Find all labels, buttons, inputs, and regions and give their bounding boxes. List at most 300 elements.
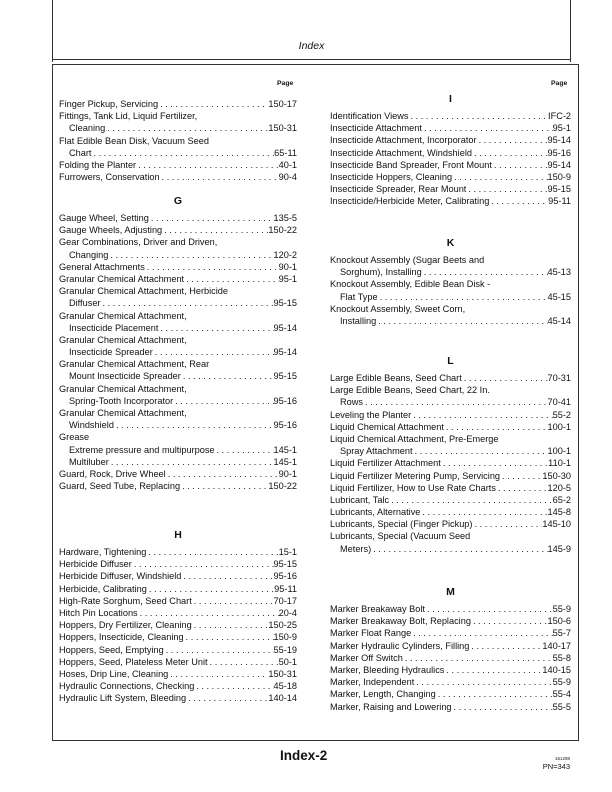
entry-text: Installing: [340, 315, 377, 326]
index-entry: [330, 110, 571, 122]
entry-text: Spray Attachment: [340, 446, 413, 457]
index-entry: [59, 395, 297, 407]
entry-text: Insecticide Placement: [69, 322, 159, 333]
dot-leader: [363, 396, 548, 408]
entry-page-number: 95-11: [274, 583, 297, 594]
entry-text: Hitch Pin Locations: [59, 607, 138, 618]
entry-page-number: 140-17: [542, 640, 571, 651]
index-entry: [59, 607, 297, 619]
entry-page-number: 150-9: [273, 632, 297, 643]
index-section: [59, 98, 297, 183]
entry-text: Marker Hydraulic Cylinders, Filling: [330, 640, 470, 651]
entry-text: Hoppers, Dry Fertilizer, Cleaning: [59, 620, 192, 631]
entry-page-number: 150-25: [268, 620, 297, 631]
entry-page-number: 55-5: [552, 701, 571, 712]
index-entry: [59, 212, 297, 224]
dot-leader: [149, 212, 274, 224]
entry-page-number: 95-15: [273, 559, 297, 570]
index-entry: [59, 334, 297, 346]
entry-text: Liquid Chemical Attachment: [330, 421, 444, 432]
entry-text: Fittings, Tank Lid, Liquid Fertilizer,: [59, 111, 198, 122]
dot-leader: [408, 110, 548, 122]
index-entry: [330, 291, 571, 303]
entry-page-number: 120-5: [547, 482, 571, 493]
entry-page-number: 95-14: [273, 322, 297, 333]
entry-text: Marker Breakaway Bolt: [330, 604, 425, 614]
entry-page-number: IFC-2: [548, 111, 571, 121]
dot-leader: [168, 668, 268, 680]
index-entry: [59, 383, 297, 395]
entry-text: Hoppers, Seed, Plateless Meter Unit: [59, 656, 208, 667]
dot-leader: [436, 688, 553, 700]
entry-page-number: 55-19: [273, 644, 297, 655]
index-entry: [59, 249, 297, 261]
index-entry: [330, 254, 571, 266]
index-entry: [59, 122, 297, 134]
entry-page-number: 45-14: [547, 315, 571, 326]
entry-text: Liquid Chemical Attachment, Pre-Emerge: [330, 433, 499, 444]
index-entry: [330, 433, 571, 445]
dot-leader: [489, 195, 548, 207]
entry-page-number: 150-22: [268, 481, 297, 492]
index-entry: [59, 570, 297, 582]
index-entry: [59, 644, 297, 656]
entry-text: Sorghum), Installing: [340, 267, 422, 278]
index-entry: [59, 595, 297, 607]
entry-text: Multiluber: [69, 456, 109, 467]
index-entry: [330, 543, 571, 555]
index-entry: [59, 346, 297, 358]
entry-text: Granular Chemical Attachment,: [59, 383, 187, 394]
dot-leader: [184, 631, 274, 643]
entry-text: Gauge Wheel, Setting: [59, 213, 149, 223]
dot-leader: [496, 482, 548, 494]
entry-page-number: 100-1: [547, 421, 571, 432]
dot-leader: [441, 457, 548, 469]
entry-page-number: 145-8: [547, 507, 571, 518]
running-header: Index: [298, 40, 325, 52]
dot-leader: [378, 291, 548, 303]
entry-text: Insecticide/Herbicide Meter, Calibrating: [330, 196, 490, 207]
entry-text: Extreme pressure and multipurpose: [69, 444, 215, 455]
entry-text: Granular Chemical Attachment,: [59, 334, 187, 345]
entry-page-number: 70-41: [547, 397, 571, 408]
entry-page-number: 70-17: [273, 595, 297, 606]
dot-leader: [452, 171, 547, 183]
entry-text: Marker Breakaway Bolt, Replacing: [330, 616, 471, 627]
entry-page-number: 50-1: [278, 656, 297, 667]
dot-leader: [462, 372, 548, 384]
print-code: 161298: [554, 756, 570, 761]
entry-page-number: 140-14: [268, 693, 297, 704]
entry-page-number: 45-13: [547, 267, 571, 278]
dot-leader: [162, 224, 268, 236]
entry-text: Leveling the Planter: [330, 409, 412, 420]
entry-text: Identification Views: [330, 111, 409, 121]
dot-leader: [422, 266, 548, 278]
index-entry: [59, 480, 297, 492]
section-letter: H: [174, 529, 182, 541]
entry-text: Guard, Rock, Drive Wheel: [59, 468, 166, 479]
entry-page-number: 150-22: [268, 225, 297, 236]
index-entry: [330, 494, 571, 506]
entry-page-number: 95-14: [273, 347, 297, 358]
entry-text: Furrowers, Conservation: [59, 172, 160, 183]
index-entry: [59, 668, 297, 680]
dot-leader: [389, 494, 553, 506]
entry-page-number: 55-9: [552, 677, 571, 688]
entry-text: Insecticide Spreader, Rear Mount: [330, 184, 467, 195]
entry-page-number: 70-31: [547, 373, 571, 383]
dot-leader: [138, 607, 279, 619]
entry-page-number: 100-1: [547, 446, 571, 457]
index-entry: [330, 640, 571, 652]
dot-leader: [164, 644, 274, 656]
entry-page-number: 55-9: [552, 604, 571, 614]
entry-text: Guard, Seed Tube, Replacing: [59, 481, 181, 492]
dot-leader: [403, 652, 553, 664]
entry-text: Flat Edible Bean Disk, Vacuum Seed: [59, 135, 209, 146]
index-entry: [59, 631, 297, 643]
index-section: [330, 354, 571, 555]
entry-text: Granular Chemical Attachment,: [59, 310, 187, 321]
entry-page-number: 95-15: [273, 371, 297, 382]
entry-page-number: 90-4: [278, 172, 297, 183]
entry-text: Lubricant, Talc: [330, 494, 390, 505]
entry-text: Folding the Planter: [59, 159, 137, 170]
index-entry: [330, 134, 571, 146]
dot-leader: [108, 249, 273, 261]
entry-page-number: 95-16: [273, 420, 297, 431]
entry-text: Insecticide Attachment, Incorporator: [330, 135, 477, 146]
index-entry: [59, 98, 297, 110]
entry-text: Granular Chemical Attachment: [59, 273, 185, 284]
entry-page-number: 120-2: [273, 249, 297, 260]
entry-page-number: 95-1: [552, 123, 571, 134]
section-letter: L: [447, 355, 454, 367]
index-entry: [330, 457, 571, 469]
entry-page-number: 95-16: [273, 571, 297, 582]
frame-right-rule: [570, 0, 571, 62]
entry-text: Insecticide Hoppers, Cleaning: [330, 171, 453, 182]
entry-page-number: 150-6: [547, 616, 571, 627]
section-letter: K: [446, 237, 455, 249]
index-entry: [330, 122, 571, 134]
index-entry: [330, 303, 571, 315]
index-entry: [330, 195, 571, 207]
index-entry: [59, 456, 297, 468]
entry-page-number: 95-1: [278, 273, 297, 284]
section-letter: M: [446, 586, 455, 598]
index-entry: [330, 384, 571, 396]
index-entry: [330, 278, 571, 290]
dot-leader: [500, 470, 542, 482]
dot-leader: [192, 595, 274, 607]
dot-leader: [376, 315, 547, 327]
dot-leader: [425, 603, 553, 615]
entry-text: Cleaning: [69, 123, 106, 134]
entry-text: Lubricants, Special (Finger Pickup): [330, 519, 473, 530]
entry-text: Marker Off Switch: [330, 652, 403, 663]
entry-text: Grease: [59, 432, 90, 443]
dot-leader: [192, 619, 269, 631]
entry-text: Knockout Assembly (Sugar Beets and: [330, 255, 485, 265]
dot-leader: [181, 370, 274, 382]
dot-leader: [414, 676, 552, 688]
index-section: [330, 585, 571, 713]
entry-text: Granular Chemical Attachment, Rear: [59, 359, 210, 370]
index-entry: [59, 558, 297, 570]
entry-page-number: 95-15: [273, 298, 297, 309]
entry-page-number: 90-1: [278, 261, 297, 272]
entry-text: Meters): [340, 543, 372, 554]
entry-text: Liquid Fertilizer Attachment: [330, 458, 441, 469]
entry-page-number: 20-4: [278, 607, 297, 618]
page-column-heading-right: Page: [551, 80, 568, 87]
index-entry: [59, 110, 297, 122]
entry-text: General Attachments: [59, 261, 145, 272]
entry-text: Herbicide, Calibrating: [59, 583, 147, 594]
index-section: [330, 236, 571, 327]
entry-text: Marker, Raising and Lowering: [330, 701, 452, 712]
index-entry: [59, 147, 297, 159]
entry-text: Granular Chemical Attachment,: [59, 408, 187, 418]
entry-page-number: 135-5: [273, 213, 297, 223]
entry-page-number: 150-31: [268, 123, 297, 134]
index-entry: [59, 285, 297, 297]
dot-leader: [371, 543, 547, 555]
index-entry: [330, 615, 571, 627]
dot-leader: [466, 183, 547, 195]
dot-leader: [147, 583, 274, 595]
dot-leader: [132, 558, 274, 570]
entry-text: Hoses, Drip Line, Cleaning: [59, 668, 169, 679]
index-entry: [59, 680, 297, 692]
entry-text: Hoppers, Insecticide, Cleaning: [59, 632, 184, 643]
entry-text: Hydraulic Lift System, Bleeding: [59, 693, 187, 704]
index-entry: [330, 171, 571, 183]
dot-leader: [158, 322, 273, 334]
index-entry: [59, 159, 297, 171]
entry-page-number: 145-10: [542, 519, 571, 530]
index-entry: [330, 688, 571, 700]
entry-text: Flat Type: [340, 291, 378, 302]
dot-leader: [173, 395, 273, 407]
index-entry: [330, 518, 571, 530]
entry-text: Spring-Tooth Incorporator: [69, 395, 174, 406]
entry-page-number: 40-1: [278, 159, 297, 170]
entry-text: Insecticide Spreader: [69, 347, 153, 358]
dot-leader: [411, 627, 552, 639]
entry-page-number: 150-31: [268, 668, 297, 679]
entry-page-number: 150-17: [268, 99, 297, 109]
entry-text: Marker, Length, Changing: [330, 689, 436, 700]
index-entry: [59, 358, 297, 370]
entry-text: Finger Pickup, Servicing: [59, 99, 159, 109]
index-entry: [330, 409, 571, 421]
entry-text: Large Edible Beans, Seed Chart, 22 In.: [330, 385, 490, 396]
entry-text: Insecticide Attachment, Windshield: [330, 147, 472, 158]
index-entry: [330, 652, 571, 664]
dot-leader: [444, 421, 548, 433]
index-entry: [330, 315, 571, 327]
index-entry: [330, 183, 571, 195]
dot-leader: [181, 570, 273, 582]
index-entry: [59, 444, 297, 456]
dot-leader: [153, 346, 274, 358]
entry-text: High-Rate Sorghum, Seed Chart: [59, 595, 192, 606]
index-entry: [59, 656, 297, 668]
dot-leader: [472, 147, 548, 159]
entry-page-number: 110-1: [548, 458, 571, 469]
entry-text: Diffuser: [69, 298, 101, 309]
entry-page-number: 55-4: [552, 689, 571, 700]
entry-page-number: 150-9: [547, 171, 571, 182]
index-entry: [330, 482, 571, 494]
entry-text: Marker Float Range: [330, 628, 412, 639]
entry-text: Hydraulic Connections, Checking: [59, 681, 195, 692]
index-entry: [330, 506, 571, 518]
entry-text: Knockout Assembly, Sweet Corn,: [330, 303, 466, 314]
index-entry: [59, 322, 297, 334]
index-entry: [59, 407, 297, 419]
dot-leader: [452, 701, 553, 713]
entry-page-number: 90-1: [278, 468, 297, 479]
frame-left-rule: [52, 0, 53, 62]
index-entry: [59, 546, 297, 558]
dot-leader: [411, 409, 552, 421]
entry-page-number: 95-14: [547, 159, 571, 170]
section-letter: I: [449, 93, 452, 105]
entry-text: Liquid Fertilizer Metering Pump, Servicing: [330, 470, 501, 481]
index-section: [59, 194, 297, 492]
entry-text: Marker, Bleeding Hydraulics: [330, 664, 445, 675]
index-entry: [59, 619, 297, 631]
entry-page-number: 45-15: [547, 291, 571, 302]
entry-page-number: 55-2: [552, 409, 571, 420]
index-entry: [59, 261, 297, 273]
entry-text: Hoppers, Seed, Emptying: [59, 644, 164, 655]
index-section: [59, 528, 297, 704]
entry-text: Mount Insecticide Spreader: [69, 371, 181, 382]
dot-leader: [145, 261, 279, 273]
index-entry: [330, 664, 571, 676]
entry-page-number: 95-16: [547, 147, 571, 158]
entry-text: Insecticide Band Spreader, Front Mount: [330, 159, 492, 170]
entry-text: Herbicide Diffuser: [59, 559, 132, 570]
entry-page-number: 145-9: [547, 543, 571, 554]
dot-leader: [215, 444, 274, 456]
entry-text: Lubricants, Alternative: [330, 507, 421, 518]
dot-leader: [180, 480, 268, 492]
index-entry: [330, 530, 571, 542]
dot-leader: [160, 171, 279, 183]
index-entry: [330, 147, 571, 159]
index-entry: [330, 470, 571, 482]
entry-text: Knockout Assembly, Edible Bean Disk -: [330, 279, 491, 290]
entry-page-number: 65-11: [274, 147, 297, 158]
dot-leader: [186, 692, 268, 704]
index-entry: [330, 627, 571, 639]
index-entry: [59, 692, 297, 704]
dot-leader: [444, 664, 542, 676]
section-letter: G: [173, 195, 183, 207]
entry-page-number: 15-1: [278, 547, 297, 557]
entry-page-number: 95-15: [547, 184, 571, 195]
dot-leader: [105, 122, 268, 134]
entry-text: Chart: [69, 147, 92, 158]
dot-leader: [136, 159, 278, 171]
page-column-heading-left: Page: [277, 80, 294, 87]
entry-text: Lubricants, Special (Vacuum Seed: [330, 531, 471, 542]
index-entry: [59, 224, 297, 236]
dot-leader: [166, 468, 279, 480]
entry-text: Hardware, Tightening: [59, 547, 147, 557]
index-entry: [330, 701, 571, 713]
entry-page-number: 55-7: [552, 628, 571, 639]
index-entry: [59, 583, 297, 595]
entry-text: Windshield: [69, 420, 114, 431]
index-entry: [59, 431, 297, 443]
entry-text: Gear Combinations, Driver and Driven,: [59, 237, 218, 248]
entry-page-number: 55-8: [552, 652, 571, 663]
dot-leader: [91, 147, 274, 159]
index-entry: [330, 266, 571, 278]
entry-text: Marker, Independent: [330, 677, 415, 688]
entry-page-number: 95-14: [547, 135, 571, 146]
dot-leader: [208, 656, 279, 668]
dot-leader: [184, 273, 279, 285]
entry-text: Liquid Fertilizer, How to Use Rate Charts: [330, 482, 496, 493]
dot-leader: [492, 159, 548, 171]
index-entry: [59, 236, 297, 248]
entry-page-number: 45-18: [273, 681, 297, 692]
index-entry: [59, 297, 297, 309]
dot-leader: [469, 640, 542, 652]
entry-text: Gauge Wheels, Adjusting: [59, 225, 163, 236]
index-entry: [330, 159, 571, 171]
header-rule: [52, 59, 571, 60]
entry-text: Granular Chemical Attachment, Herbicide: [59, 286, 229, 297]
part-number: PN=343: [542, 762, 570, 771]
index-entry: [59, 273, 297, 285]
entry-text: Insecticide Attachment: [330, 123, 422, 134]
index-entry: [59, 171, 297, 183]
dot-leader: [114, 419, 274, 431]
entry-page-number: 145-1: [273, 456, 297, 467]
entry-page-number: 95-16: [273, 395, 297, 406]
entry-page-number: 140-15: [542, 664, 571, 675]
dot-leader: [422, 122, 553, 134]
entry-text: Rows: [340, 397, 363, 408]
dot-leader: [158, 98, 268, 110]
dot-leader: [146, 546, 278, 558]
page-number-label: Index-2: [280, 748, 328, 763]
index-entry: [330, 445, 571, 457]
index-entry: [59, 419, 297, 431]
index-entry: [59, 468, 297, 480]
index-entry: [330, 396, 571, 408]
entry-page-number: 65-2: [552, 494, 571, 505]
entry-text: Large Edible Beans, Seed Chart: [330, 373, 462, 383]
index-section: [330, 92, 571, 208]
index-entry: [330, 421, 571, 433]
dot-leader: [472, 518, 542, 530]
dot-leader: [420, 506, 547, 518]
entry-text: Herbicide Diffuser, Windshield: [59, 571, 182, 582]
dot-leader: [194, 680, 273, 692]
entry-page-number: 150-30: [542, 470, 571, 481]
